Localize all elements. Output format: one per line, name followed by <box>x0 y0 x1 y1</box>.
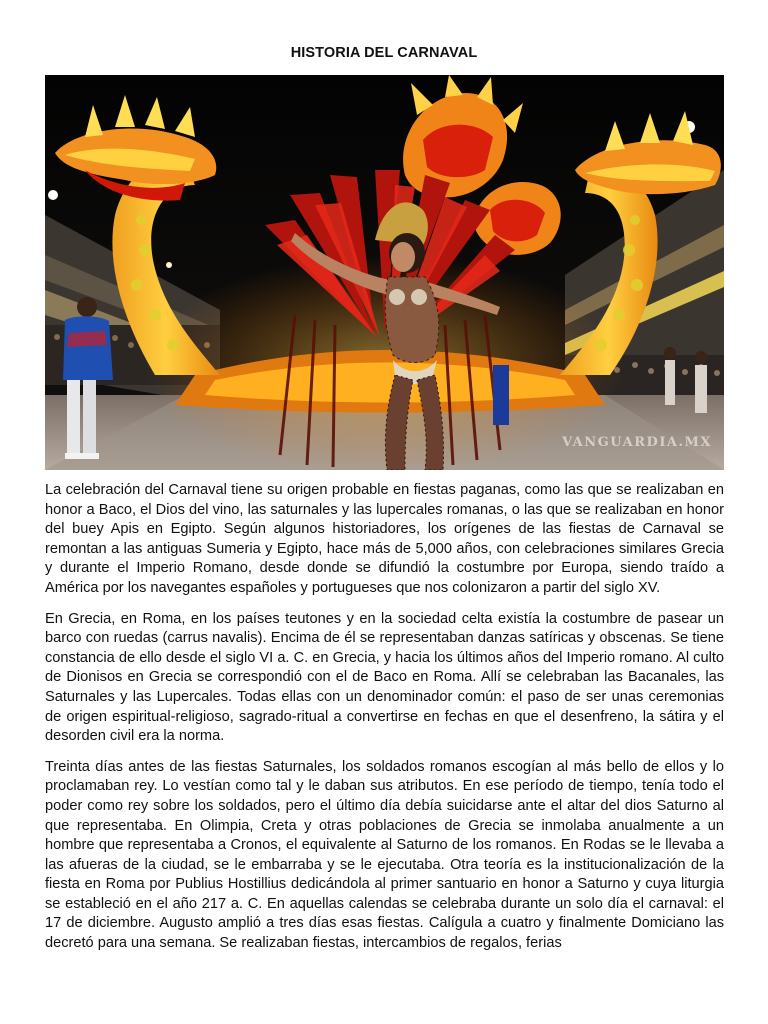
photo-watermark: VANGUARDIA.MX <box>562 435 712 450</box>
paragraph: En Grecia, en Roma, en los países teutones y en la sociedad celta existía la costumbre de pasear un barco con ruedas (carrus navalis). Encima de él se representaban danzas satíricas y obscenas. Se tiene constancia de ello desde el siglo VI a. C. en Grecia, y hacia los últimos años del Imperio romano. Al culto de Dionisos en Grecia se correspondió con el de Baco en Roma. Allí se celebraban las Bacanales, las Saturnales y las Lupercales. Todas ellas con un denominador común: el paso de ser unas ceremonias de origen espiritual-religioso, sagrado-ritual a convertirse en fechas en que el desenfreno, la sátira y el desorden civil era la norma. <box>45 610 724 745</box>
document-title: HISTORIA DEL CARNAVAL <box>290 45 478 61</box>
carnival-photo <box>45 75 724 470</box>
article-body <box>45 481 724 965</box>
paragraph: Treinta días antes de las fiestas Saturnales, los soldados romanos escogían al más bello de ellos y lo proclamaban rey. Lo vestían como tal y le daban sus atributos. En ese período de tiempo, tenía todo el poder como rey sobre los soldados, pero el último día debía suicidarse ante el altar del dios Saturno al que representaba. En Olimpia, Creta y otras poblaciones de Grecia se inmolaba anualmente a un hombre que representaba a Cronos, el equivalente al Saturno de los romanos. En Rodas se le llevaba a las afueras de la ciudad, se le embarraba y se le ejecutaba. Otra teoría es la institucionalización de la fiesta en Roma por Publius Hostillius dedicándola al primer santuario en honor a Saturno y cuya liturgia se estableció en el año 217 a. C. En aquellas calendas se celebraba durante un solo día el carnaval: el 17 de diciembre. Augusto amplió a tres días esas fiestas. Calígula a cuatro y finalmente Domiciano las decretó para una semana. Se realizaban fiestas, intercambios de regalos, ferias <box>45 758 724 952</box>
paragraph: La celebración del Carnaval tiene su origen probable en fiestas paganas, como las que se realizaban en honor a Baco, el Dios del vino, las saturnales y las lupercales romanas, o las que se realizaban en honor del buey Apis en Egipto. Según algunos historiadores, los orígenes de las fiestas de Carnaval se remontan a las antiguas Sumeria y Egipto, hace más de 5,000 años, con celebraciones similares Grecia y durante el Imperio Romano, desde donde se difundió la costumbre por Europa, siendo traído a América por los navegantes españoles y portugueses que nos colonizaron a partir del siglo XV. <box>45 482 724 596</box>
carnival-float-illustration <box>45 75 724 470</box>
